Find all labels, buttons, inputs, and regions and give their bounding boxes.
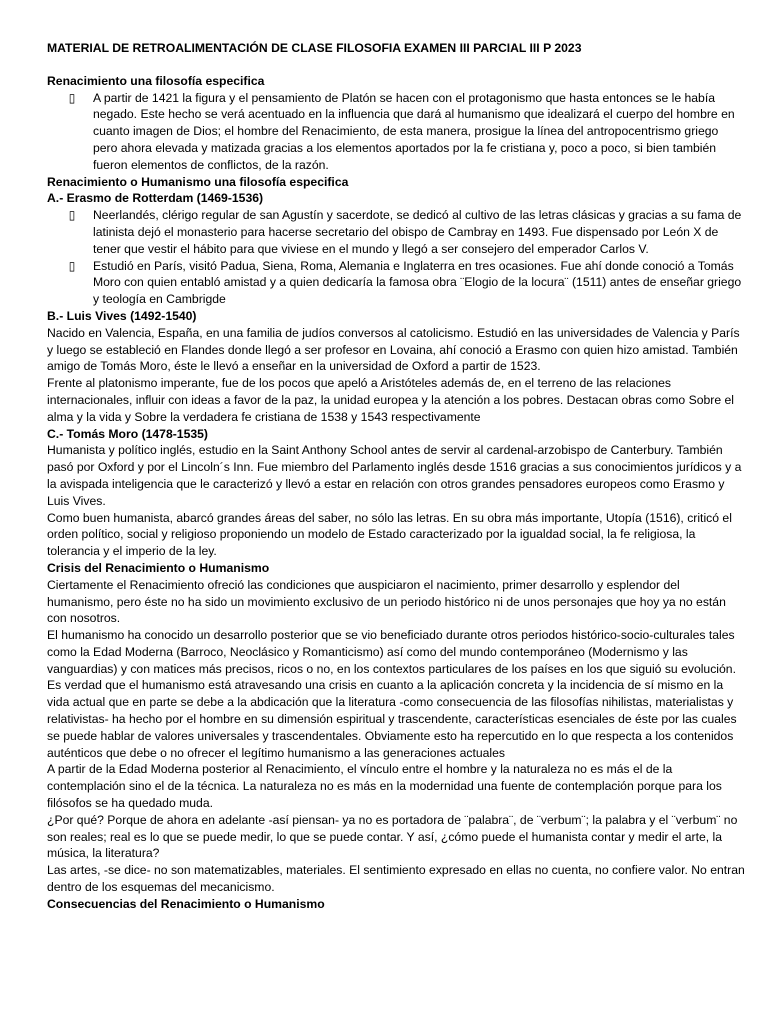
- section-heading-consecuencias: Consecuencias del Renacimiento o Humanismo: [47, 896, 325, 911]
- document-title: MATERIAL DE RETROALIMENTACIÓN DE CLASE FILOSOFIA EXAMEN III PARCIAL III P 2023: [47, 41, 582, 55]
- section-heading-crisis: Crisis del Renacimiento o Humanismo: [47, 560, 270, 575]
- list-item: ▯ Neerlandés, clérigo regular de san Agustín y sacerdote, se dedicó al cultivo de las letras clásicas y gracias a su fama de latinista dejó el monasterio para hacerse secretario del obispo de Cambray en 1493. Fue dispensado por León X de tener que vestir el hábito para que viviese en el mundo y llegó a ser consejero del emperador Carlos V.: [68, 208, 742, 256]
- paragraph: Ciertamente el Renacimiento ofreció las condiciones que auspiciaron el nacimiento, primer desarrollo y esplendor del humanismo, pero éste no ha sido un movimiento exclusivo de un periodo histórico ni de unos personajes que hoy ya no están con nosotros.: [47, 577, 726, 626]
- paragraph: Es verdad que el humanismo está atravesando una crisis en cuanto a la aplicación concreta y la incidencia de sí mismo en la vida actual que en parte se debe a la abdicación que la literatura -como consecuencia de las filosofías nihilistas, materialistas y relativistas- ha hecho por el hombre en su dimensión espiritual y trascendente, características esenciales de éste por las cuales se puede hablar de valores universales y trascendentales. Obviamente esto ha repercutido en lo que respecta a los contenidos auténticos que debe o no ofrecer el legítimo humanismo a las generaciones actuales: [47, 678, 737, 760]
- list-item: ▯ Estudió en París, visitó Padua, Siena, Roma, Alemania e Inglaterra en tres ocasiones. Fue ahí donde conoció a Tomás Moro con quien entabló amistad y a quien dedicaría la famosa obra ¨Elogio de la locura¨ (1511) antes de enseñar griego y teología en Cambrigde: [68, 258, 742, 307]
- subheading-vives: B.- Luis Vives (1492-1540): [47, 308, 197, 323]
- paragraph: El humanismo ha conocido un desarrollo posterior que se vio beneficiado durante otros periodos histórico-socio-culturales tales como la Edad Moderna (Barroco, Neoclásico y Romanticismo) así como del mundo contemporáneo (Modernismo y las vanguardias) y con matices más precisos, ricos o no, en los contextos particulares de los países en los que siguió su evolución.: [47, 628, 736, 676]
- subheading-moro: C.- Tomás Moro (1478-1535): [47, 426, 208, 441]
- list-item: ▯ A partir de 1421 la figura y el pensamiento de Platón se hacen con el protagonismo que hasta entonces se le había negado. Este hecho se verá acentuado en la influencia que dará al humanismo que idealizará el cuerpo del hombre en cuanto imagen de Dios; el hombre del Renacimiento, de esta manera, prosigue la línea del antropocentrismo griego pero ahora elevada y matizada gracias a los elementos aportados por la fe cristiana y, poco a poco, si bien también fueron elementos de conflictos, de la razón.: [68, 90, 735, 172]
- paragraph: Las artes, -se dice- no son matematizables, materiales. El sentimiento expresado en ellas no cuenta, no confiere valor. No entran dentro de los esquemas del mecanicismo.: [47, 863, 745, 895]
- paragraph: A partir de la Edad Moderna posterior al Renacimiento, el vínculo entre el hombre y la naturaleza no es más el de la contemplación sino el de la técnica. La naturaleza no es más en la modernidad una fuente de contemplación porque para los filósofos se ha quedado muda.: [47, 762, 722, 811]
- paragraph: ¿Por qué? Porque de ahora en adelante -así piensan- ya no es portadora de ¨palabra¨, de ¨verbum¨; la palabra y el ¨verbum¨ no son reales; real es lo que se puede medir, lo que se puede contar. Y así, ¿cómo puede el humanista contar y medir el arte, la música, la literatura?: [47, 812, 738, 861]
- subheading-erasmo: A.- Erasmo de Rotterdam (1469-1536): [47, 191, 264, 206]
- paragraph: Nacido en Valencia, España, en una familia de judíos conversos al catolicismo. Estudió en las universidades de Valencia y París y luego se estableció en Flandes donde llegó a ser profesor en Lovaina, ahí conoció a Erasmo con quien hizo amistad. También amigo de Tomás Moro, éste le llevó a enseñar en la universidad de Oxford a partir de 1523.: [47, 325, 740, 374]
- bullet-icon: ▯: [68, 90, 76, 105]
- paragraph: Como buen humanista, abarcó grandes áreas del saber, no sólo las letras. En su obra más importante, Utopía (1516), criticó el orden político, social y religioso proponiendo un modelo de Estado caracterizado por la igualdad social, la fe religiosa, la tolerancia y el imperio de la ley.: [47, 510, 732, 559]
- bullet-list-renacimiento: [47, 90, 746, 174]
- section-heading-renacimiento: Renacimiento una filosofía especifica: [47, 73, 265, 88]
- bullet-icon: ▯: [68, 208, 76, 223]
- paragraph: Humanista y político inglés, estudio en la Saint Anthony School antes de servir al cardenal-arzobispo de Canterbury. También pasó por Oxford y por el Lincoln´s Inn. Fue miembro del Parlamento inglés desde 1516 gracias a sus conocimientos jurídicos y a la avispada inteligencia que le caracterizó y llevó a estar en relación con otros grandes pensadores europeos como Erasmo y Luis Vives.: [47, 443, 742, 508]
- bullet-icon: ▯: [68, 258, 76, 273]
- section-heading-humanismo: Renacimiento o Humanismo una filosofía especifica: [47, 174, 349, 189]
- bullet-list-erasmo: [47, 207, 746, 308]
- paragraph: Frente al platonismo imperante, fue de los pocos que apeló a Aristóteles además de, en el terreno de las relaciones internacionales, influir con ideas a favor de la paz, la unidad europea y la atención a los pobres. Destacan obras como Sobre el alma y la vida y Sobre la verdadera fe cristiana de 1538 y 1543 respectivamente: [47, 376, 734, 424]
